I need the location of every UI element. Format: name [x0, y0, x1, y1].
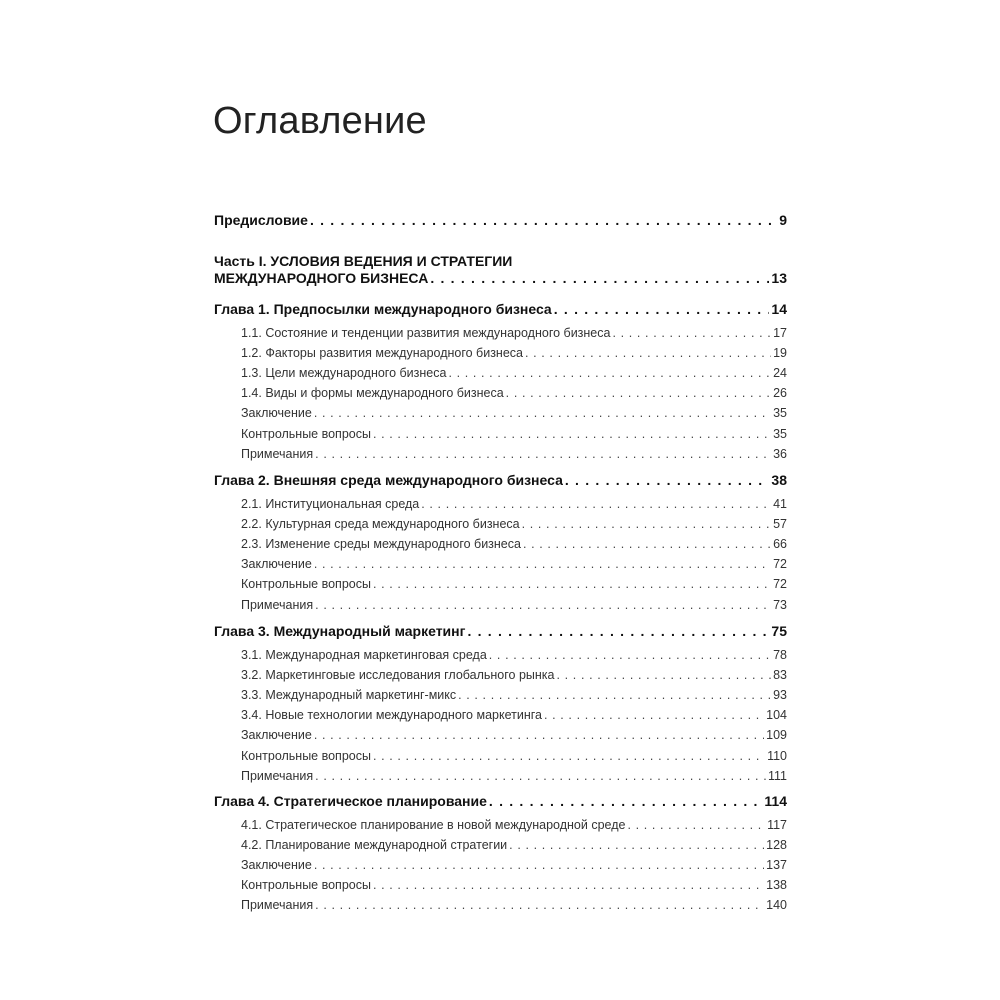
- dot-leader: [421, 497, 771, 511]
- toc-entry-section[interactable]: [241, 688, 787, 702]
- toc-entry-label: 4.2. Планирование международной стратегии: [241, 838, 508, 853]
- toc-entry-page: 110: [767, 748, 787, 763]
- toc-entry-page: 38: [771, 472, 787, 488]
- dot-leader: [314, 728, 764, 742]
- toc-entry-section[interactable]: [241, 326, 787, 340]
- toc-entry-section[interactable]: [241, 898, 787, 912]
- toc-entry-page: 75: [771, 623, 787, 639]
- toc-entry-label: 2.2. Культурная среда международного бизнеса: [241, 517, 520, 532]
- toc-entry-section[interactable]: [241, 517, 787, 531]
- toc-entry-section[interactable]: [241, 668, 787, 682]
- dot-leader: [315, 447, 771, 461]
- dot-leader: [373, 878, 764, 892]
- dot-leader: [448, 366, 771, 380]
- toc-part-title-line1[interactable]: Часть I. УСЛОВИЯ ВЕДЕНИЯ И СТРАТЕГИИ: [214, 253, 513, 269]
- toc-entry-section[interactable]: [241, 878, 787, 892]
- dot-leader: [557, 668, 772, 682]
- toc-entry-page: 83: [773, 668, 787, 683]
- dot-leader: [373, 749, 765, 763]
- toc-entry-label: Контрольные вопросы: [241, 878, 371, 893]
- dot-leader: [315, 598, 771, 612]
- toc-entry-label: Предисловие: [214, 212, 308, 228]
- toc-entry-page: 72: [773, 557, 787, 572]
- toc-entry-section[interactable]: [241, 577, 787, 591]
- toc-entry-page: 19: [773, 346, 787, 361]
- toc-entry-page: 13: [771, 270, 787, 286]
- toc-entry-page: 138: [766, 878, 787, 893]
- toc-entry-chapter-3[interactable]: [214, 623, 787, 639]
- toc-entry-page: 78: [773, 648, 787, 662]
- dot-leader: [523, 537, 771, 551]
- toc-entry-label: Глава 2. Внешняя среда международного бизнеса: [214, 472, 563, 488]
- toc-entry-label: Глава 3. Международный маркетинг: [214, 623, 466, 639]
- toc-entry-section[interactable]: [241, 818, 787, 832]
- dot-leader: [489, 648, 771, 662]
- toc-entry-label: 2.3. Изменение среды международного бизнеса: [241, 537, 521, 552]
- toc-entry-section[interactable]: [241, 427, 787, 441]
- dot-leader: [506, 386, 771, 400]
- dot-leader: [314, 406, 771, 420]
- toc-entry-preface[interactable]: [214, 212, 787, 228]
- toc-entry-label: 3.2. Маркетинговые исследования глобального рынка: [241, 668, 555, 683]
- toc-entry-label: Контрольные вопросы: [241, 748, 371, 763]
- toc-entry-section[interactable]: [241, 648, 787, 662]
- dot-leader: [430, 270, 769, 286]
- toc-entry-section[interactable]: [241, 749, 787, 763]
- toc-entry-page: 104: [766, 708, 787, 723]
- toc-entry-section[interactable]: [241, 386, 787, 400]
- dot-leader: [373, 577, 771, 591]
- dot-leader: [525, 346, 771, 360]
- toc-entry-page: 137: [766, 858, 787, 873]
- toc-entry-page: 14: [771, 301, 787, 317]
- toc-entry-label: 3.3. Международный маркетинг-микс: [241, 688, 457, 703]
- toc-entry-label: Глава 1. Предпосылки международного бизнеса: [214, 301, 552, 317]
- toc-entry-part[interactable]: [214, 270, 787, 286]
- toc-entry-page: 93: [773, 688, 787, 703]
- dot-leader: [373, 427, 771, 441]
- dot-leader: [565, 472, 770, 488]
- toc-entry-chapter-4[interactable]: [214, 793, 787, 809]
- dot-leader: [315, 898, 764, 912]
- toc-entry-section[interactable]: [241, 728, 787, 742]
- toc-entry-section[interactable]: [241, 708, 787, 722]
- toc-entry-section[interactable]: [241, 557, 787, 571]
- toc-entry-label: Заключение: [241, 406, 312, 421]
- dot-leader: [509, 838, 764, 852]
- dot-leader: [522, 517, 771, 531]
- toc-entry-chapter-1[interactable]: [214, 301, 787, 317]
- toc-entry-section[interactable]: [241, 346, 787, 360]
- toc-entry-section[interactable]: [241, 858, 787, 872]
- toc-entry-label: Контрольные вопросы: [241, 577, 371, 592]
- toc-entry-page: 140: [766, 898, 787, 913]
- dot-leader: [489, 793, 763, 809]
- toc-entry-page: 35: [773, 426, 787, 441]
- toc-entry-label: Примечания: [241, 898, 314, 913]
- toc-entry-label: 2.1. Институциональная среда: [241, 497, 420, 511]
- toc-entry-page: 114: [764, 793, 787, 809]
- toc-entry-page: 9: [779, 212, 787, 228]
- toc-entry-label: Заключение: [241, 728, 312, 743]
- toc-entry-label: МЕЖДУНАРОДНОГО БИЗНЕСА: [214, 270, 429, 286]
- toc-entry-label: 1.4. Виды и формы международного бизнеса: [241, 386, 504, 401]
- toc-entry-page: 111: [767, 768, 787, 783]
- toc-entry-label: 1.3. Цели международного бизнеса: [241, 366, 447, 381]
- toc-entry-label: 3.1. Международная маркетинговая среда: [241, 648, 487, 662]
- dot-leader: [310, 212, 777, 228]
- dot-leader: [467, 623, 769, 639]
- toc-entry-page: 57: [773, 517, 787, 532]
- dot-leader: [314, 557, 771, 571]
- toc-entry-label: Контрольные вопросы: [241, 426, 371, 441]
- toc-entry-label: Глава 4. Стратегическое планирование: [214, 793, 487, 809]
- dot-leader: [315, 769, 766, 783]
- toc-entry-label: Примечания: [241, 597, 314, 612]
- toc-entry-page: 128: [766, 838, 787, 853]
- page-title: Оглавление: [213, 100, 427, 142]
- toc-entry-label: 1.1. Состояние и тенденции развития международного бизнеса: [241, 326, 611, 340]
- toc-entry-section[interactable]: [241, 406, 787, 420]
- dot-leader: [627, 818, 765, 832]
- toc-entry-label: 1.2. Факторы развития международного бизнеса: [241, 346, 523, 361]
- toc-entry-section[interactable]: [241, 598, 787, 612]
- toc-entry-page: 41: [773, 497, 787, 511]
- toc-entry-label: Заключение: [241, 557, 312, 572]
- toc-entry-page: 26: [773, 386, 787, 401]
- toc-entry-page: 117: [767, 818, 787, 832]
- toc-entry-section[interactable]: [241, 366, 787, 380]
- dot-leader: [544, 708, 764, 722]
- toc-entry-page: 72: [773, 577, 787, 592]
- toc-entry-page: 24: [773, 366, 787, 381]
- toc-entry-page: 36: [773, 446, 787, 461]
- toc-entry-chapter-2[interactable]: [214, 472, 787, 488]
- dot-leader: [458, 688, 771, 702]
- toc-entry-page: 66: [773, 537, 787, 552]
- toc-entry-label: Примечания: [241, 446, 314, 461]
- toc-entry-label: 4.1. Стратегическое планирование в новой международной среде: [241, 818, 626, 832]
- toc-entry-section[interactable]: [241, 447, 787, 461]
- toc-entry-page: 35: [773, 406, 787, 421]
- toc-entry-label: Примечания: [241, 768, 314, 783]
- toc-entry-section[interactable]: [241, 769, 787, 783]
- toc-entry-page: 109: [766, 728, 787, 743]
- toc-entry-section[interactable]: [241, 497, 787, 511]
- toc-entry-label: 3.4. Новые технологии международного маркетинга: [241, 708, 542, 723]
- dot-leader: [314, 858, 764, 872]
- toc-entry-page: 73: [773, 597, 787, 612]
- toc-entry-section[interactable]: [241, 537, 787, 551]
- toc-entry-label: Заключение: [241, 858, 312, 873]
- dot-leader: [612, 326, 771, 340]
- toc-entry-section[interactable]: [241, 838, 787, 852]
- dot-leader: [554, 301, 770, 317]
- toc-entry-page: 17: [773, 326, 787, 340]
